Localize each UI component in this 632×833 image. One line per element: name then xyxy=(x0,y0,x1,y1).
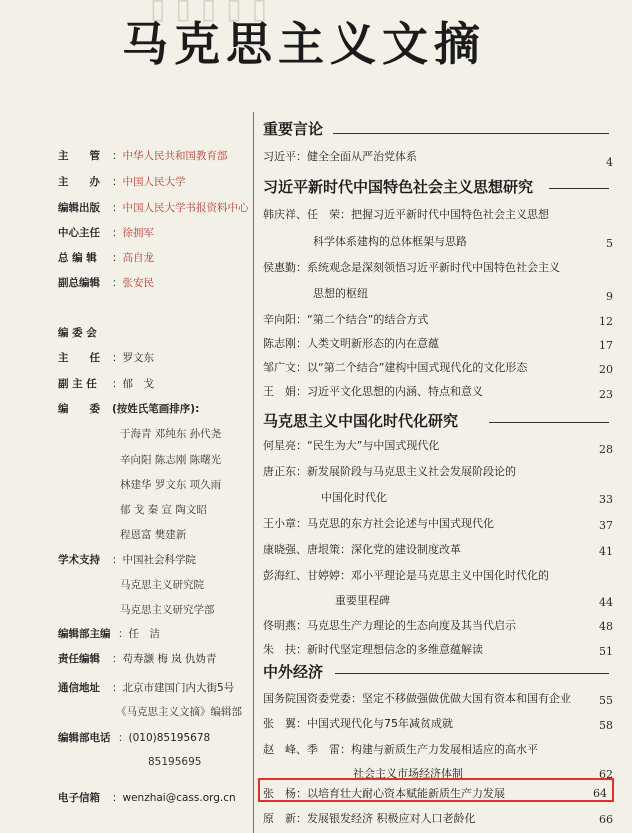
toc-entry[interactable]: 彭海红、甘婷婷：邓小平理论是马克思主义中国化时代化的 xyxy=(263,569,549,582)
section-rule xyxy=(549,188,609,189)
page-number: 9 xyxy=(606,290,613,303)
committee-heading: 编 委 会 xyxy=(58,327,97,339)
toc-entry[interactable]: 朱 扶：新时代坚定理想信念的多维意蕴解读 xyxy=(263,643,483,656)
masthead-row: 编辑出版 ：中国人民大学书报资料中心 xyxy=(58,202,249,214)
toc-entry[interactable]: 陈志刚：人类文明新形态的内在意蕴 xyxy=(263,337,439,350)
toc-entry[interactable]: 习近平：健全全面从严治党体系 xyxy=(263,150,417,163)
toc-entry[interactable]: 王 娟：习近平文化思想的内涵、特点和意义 xyxy=(263,385,483,398)
masthead-row: 副总编辑 ：张安民 xyxy=(58,277,154,289)
section-heading: 马克思主义中国化时代化研究 xyxy=(263,412,459,430)
email-row: 电子信箱 ：wenzhai@cass.org.cn xyxy=(58,792,236,804)
page-number: 17 xyxy=(599,339,613,352)
page-number: 28 xyxy=(599,443,613,456)
toc-entry-continued: 科学体系建构的总体框架与思路 xyxy=(313,235,467,248)
toc-entry-continued: 社会主义市场经济体制 xyxy=(353,767,463,780)
page-number: 58 xyxy=(599,719,613,732)
address-line: 《马克思主义文摘》编辑部 xyxy=(116,706,242,718)
toc-entry[interactable]: 邹广文：以“第二个结合”建构中国式现代化的文化形态 xyxy=(263,361,528,374)
page-number: 37 xyxy=(599,519,613,532)
journal-title: 马克思主义文摘 xyxy=(122,17,486,71)
toc-entry[interactable]: 赵 峰、季 雷：构建与新质生产力发展相适应的高水平 xyxy=(263,743,538,756)
page-number: 55 xyxy=(599,694,613,707)
section-rule xyxy=(335,673,609,674)
committee-members-heading: 编 委 (按姓氏笔画排序): xyxy=(58,403,200,415)
committee-members-line: 于海青 邓纯东 孙代尧 xyxy=(120,428,222,440)
toc-entry[interactable]: 辛向阳：“第二个结合”的结合方式 xyxy=(263,313,429,326)
page-number: 64 xyxy=(593,787,607,800)
toc-entry[interactable]: 侯惠勤：系统观念是深刻领悟习近平新时代中国特色社会主义 xyxy=(263,261,560,274)
phone-line: 85195695 xyxy=(148,756,202,768)
toc-entry-continued: 中国化时代化 xyxy=(321,491,387,504)
section-heading: 习近平新时代中国特色社会主义思想研究 xyxy=(263,178,534,196)
support-line: 马克思主义研究院 xyxy=(120,579,204,591)
toc-entry-highlighted[interactable]: 张 杨：以培育壮大耐心资本赋能新质生产力发展 xyxy=(263,787,505,800)
toc-entry[interactable]: 佟明燕：马克思生产力理论的生态向度及其当代启示 xyxy=(263,619,516,632)
page-number: 48 xyxy=(599,620,613,633)
toc-entry[interactable]: 王小章：马克思的东方社会论述与中国式现代化 xyxy=(263,517,494,530)
page-number: 23 xyxy=(599,388,613,401)
highlight-box xyxy=(258,778,614,802)
masthead-row: 总 编 辑 ：高自龙 xyxy=(58,252,154,264)
masthead-row: 主 办 ：中国人民大学 xyxy=(58,176,186,188)
support-line: 马克思主义研究学部 xyxy=(120,604,215,616)
section-heading: 中外经济 xyxy=(263,663,324,681)
column-divider xyxy=(253,112,254,833)
background-watermark: ▯▯▯▯▯ xyxy=(150,0,278,25)
committee-members-line: 辛向阳 陈志刚 陈曙光 xyxy=(120,454,222,466)
page-number: 51 xyxy=(599,645,613,658)
toc-entry[interactable]: 康晓强、唐垠策：深化党的建设制度改革 xyxy=(263,543,461,556)
page-number: 20 xyxy=(599,363,613,376)
toc-entry[interactable]: 原 新：发展银发经济 积极应对人口老龄化 xyxy=(263,812,476,825)
committee-members-line: 程恩富 樊建新 xyxy=(120,529,187,541)
toc-entry[interactable]: 韩庆祥、任 荣：把握习近平新时代中国特色社会主义思想 xyxy=(263,208,549,221)
address-row: 通信地址 ：北京市建国门内大街5号 xyxy=(58,682,235,694)
page-number: 66 xyxy=(599,813,613,826)
toc-entry-continued: 重要里程碑 xyxy=(335,594,390,607)
toc-entry[interactable]: 张 翼：中国式现代化与75年减贫成就 xyxy=(263,717,453,730)
page-number: 41 xyxy=(599,545,613,558)
toc-entry[interactable]: 唐正东：新发展阶段与马克思主义社会发展阶段论的 xyxy=(263,465,516,478)
page-number: 33 xyxy=(599,493,613,506)
page-number: 62 xyxy=(599,768,613,781)
support-row: 学术支持 ：中国社会科学院 xyxy=(58,554,196,566)
editor-chief-row: 编辑部主编 ：任 洁 xyxy=(58,628,160,640)
masthead-row: 中心主任 ：徐拥军 xyxy=(58,227,154,239)
masthead-row: 主 管 ：中华人民共和国教育部 xyxy=(58,150,228,162)
page-number: 12 xyxy=(599,315,613,328)
page-number: 5 xyxy=(606,237,613,250)
toc-entry[interactable]: 国务院国资委党委：坚定不移做强做优做大国有资本和国有企业 xyxy=(263,692,571,705)
page-number: 4 xyxy=(606,156,613,169)
toc-entry[interactable]: 何星亮：“民生为大”与中国式现代化 xyxy=(263,439,440,452)
phone-row: 编辑部电话 ：(010)85195678 xyxy=(58,732,211,744)
committee-members-line: 林建华 罗文东 项久雨 xyxy=(120,479,222,491)
editor-resp-row: 责任编辑 ：苟寿灏 梅 岚 仇妫青 xyxy=(58,653,217,665)
committee-vice: 副 主 任 ：郁 戈 xyxy=(58,378,154,390)
committee-chair: 主 任 ：罗文东 xyxy=(58,352,154,364)
committee-members-line: 郁 戈 秦 宣 陶文昭 xyxy=(120,504,207,516)
section-rule xyxy=(489,422,609,423)
section-heading: 重要言论 xyxy=(263,120,324,138)
section-rule xyxy=(333,133,609,134)
toc-entry-continued: 思想的枢纽 xyxy=(313,287,368,300)
page-number: 44 xyxy=(599,596,613,609)
